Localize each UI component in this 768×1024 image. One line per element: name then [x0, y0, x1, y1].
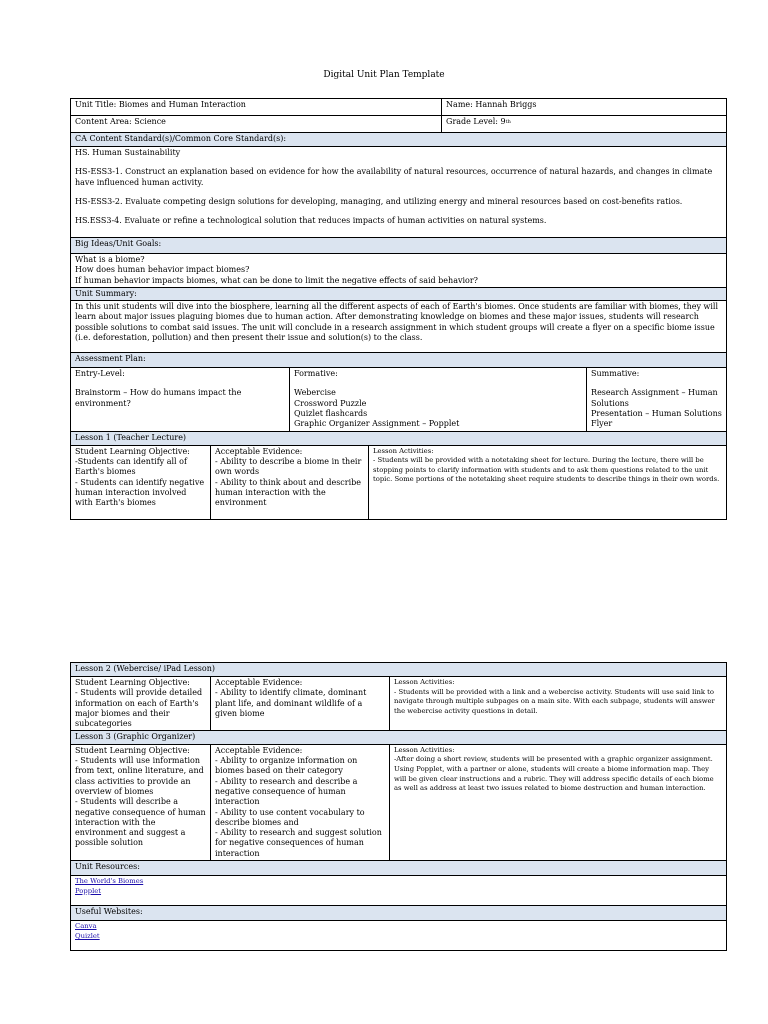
big-idea-line: If human behavior impacts biomes, what can be done to limit the negative effects of said behavior? — [75, 275, 478, 285]
objective-item: - Students will describe a negative consequence of human interaction with the environment and suggest a possible solution — [75, 797, 206, 848]
grade-level: Grade Level: 9th — [442, 116, 727, 133]
entry-level-text: Brainstorm – How do humans impact the environment? — [75, 388, 242, 408]
objective-label: Student Learning Objective: — [75, 745, 190, 755]
formative-label: Formative: — [294, 369, 338, 379]
lesson2-evidence-cell — [211, 677, 390, 731]
standard-line: HS-ESS3-2. Evaluate competing design solutions for developing, managing, and utilizing energy and mineral resources based on cost-benefits ratios. — [75, 196, 683, 206]
standard-line: HS.ESS3-4. Evaluate or refine a technological solution that reduces impacts of human activities on natural systems. — [75, 216, 547, 226]
objective-label: Student Learning Objective: — [75, 446, 190, 456]
evidence-label: Acceptable Evidence: — [215, 678, 303, 687]
evidence-label: Acceptable Evidence: — [215, 745, 303, 755]
website-link-canva[interactable]: Canva — [75, 922, 97, 931]
objective-item: - Students will provide detailed information on each of Earth's major biomes and their subcategories — [75, 688, 203, 729]
formative-cell — [290, 368, 587, 431]
evidence-item: - Ability to use content vocabulary to describe biomes and — [215, 807, 365, 827]
formative-item: Quizlet flashcards — [294, 409, 368, 419]
big-ideas-header: Big Ideas/Unit Goals: — [71, 238, 727, 254]
author-name: Name: Hannah Briggs — [442, 99, 727, 116]
summary-header: Unit Summary: — [71, 287, 727, 300]
lesson3-activities-cell — [390, 744, 727, 860]
unit-plan-table-page2 — [70, 662, 727, 951]
lesson2-objective-cell — [71, 677, 211, 731]
formative-item: Webercise — [294, 388, 336, 398]
website-link-quizlet[interactable]: Quizlet — [75, 931, 100, 940]
unit-plan-table-page1 — [70, 98, 727, 520]
lesson3-evidence-cell — [211, 744, 390, 860]
standards-content — [71, 147, 727, 238]
unit-title: Unit Title: Biomes and Human Interaction — [71, 99, 442, 116]
lesson1-activities-cell — [369, 445, 727, 519]
summative-label: Summative: — [591, 369, 640, 379]
entry-level-cell — [71, 368, 290, 431]
summary-content: In this unit students will dive into the biosphere, learning all the different aspects of each of Earth's biomes. Once students are familiar with biomes, they will learn about major issues plaguing biomes due to human action. After demonstrating knowledge on biomes and these major issues, students will research possible solutions to combat said issues. The unit will conclude in a research assignment in which student groups will create a flyer on a specific biome issue (i.e. deforestation, pollution) and then present their issue and solution(s) to the class. — [71, 301, 727, 353]
assessment-header: Assessment Plan: — [71, 353, 727, 368]
resource-link-worlds-biomes[interactable]: The World's Biomes — [75, 877, 144, 886]
big-idea-line: How does human behavior impact biomes? — [75, 265, 250, 275]
evidence-item: - Ability to organize information on biomes based on their category — [215, 756, 358, 776]
standards-header: CA Content Standard(s)/Common Core Standard(s): — [71, 133, 727, 147]
evidence-item: - Ability to describe a biome in their own words — [215, 456, 362, 477]
lesson1-objective-cell — [71, 445, 211, 519]
evidence-item: - Ability to identify climate, dominant plant life, and dominant wildlife of a given biome — [215, 688, 367, 718]
summative-item: Presentation – Human Solutions Flyer — [591, 409, 722, 429]
formative-item: Crossword Puzzle — [294, 398, 367, 408]
objective-item: -Students can identify all of Earth's biomes — [75, 456, 187, 477]
evidence-item: - Ability to research and describe a negative consequence of human interaction — [215, 776, 358, 807]
standard-line: HS. Human Sustainability — [75, 148, 181, 157]
lesson3-header: Lesson 3 (Graphic Organizer) — [71, 731, 727, 744]
document-title: Digital Unit Plan Template — [323, 70, 445, 80]
activities-label: Lesson Activities: — [394, 745, 455, 754]
activities-text: - Students will be provided with a link and a webercise activity. Students will use said link to navigate through multiple subpages on a main site. With each subpage, students will answer the webercise activity questions in detail. — [394, 687, 715, 715]
entry-level-label: Entry-Level: — [75, 369, 125, 379]
activities-text: -After doing a short review, students will be presented with a graphic organizer assignment. Using Popplet, with a partner or alone, students will create a biome information map. They will be given clear instructions and a rubric. They will address specific details of each biome as well as address at least two issues related to biome destruction and human interaction. — [394, 755, 714, 793]
lesson2-activities-cell — [390, 677, 727, 731]
evidence-label: Acceptable Evidence: — [215, 446, 303, 456]
formative-item: Graphic Organizer Assignment – Popplet — [294, 419, 460, 429]
standard-line: HS-ESS3-1. Construct an explanation based on evidence for how the availability of natural resources, occurrence of natural hazards, and changes in climate have influenced human activity. — [75, 167, 713, 187]
resources-content — [71, 876, 727, 906]
big-idea-line: What is a biome? — [75, 255, 145, 264]
objective-item: - Students can identify negative human interaction involved with Earth's biomes — [75, 477, 205, 508]
websites-content — [71, 921, 727, 951]
lesson1-header: Lesson 1 (Teacher Lecture) — [71, 431, 727, 445]
big-ideas-content — [71, 254, 727, 288]
evidence-item: - Ability to research and suggest solution for negative consequences of human interaction — [215, 828, 382, 858]
summative-cell — [587, 368, 727, 431]
lesson2-header: Lesson 2 (Webercise/ iPad Lesson) — [71, 663, 727, 677]
lesson1-evidence-cell — [211, 445, 369, 519]
websites-header: Useful Websites: — [71, 906, 727, 921]
objective-label: Student Learning Objective: — [75, 678, 190, 687]
activities-label: Lesson Activities: — [394, 678, 455, 686]
activities-text: - Students will be provided with a notetaking sheet for lecture. During the lecture, there will be stopping points to clarify information with students and to ask them questions related to the unit topic. Some portions of the notetaking sheet require students to describe things in their own words. — [373, 456, 720, 484]
objective-item: - Students will use information from text, online literature, and class activities to provide an overview of biomes — [75, 756, 204, 796]
resources-header: Unit Resources: — [71, 861, 727, 876]
evidence-item: - Ability to think about and describe human interaction with the environment — [215, 477, 362, 508]
activities-label: Lesson Activities: — [373, 446, 434, 455]
content-area: Content Area: Science — [71, 116, 442, 133]
resource-link-popplet[interactable]: Popplet — [75, 886, 102, 895]
summative-item: Research Assignment – Human Solutions — [591, 388, 718, 408]
lesson3-objective-cell — [71, 744, 211, 860]
